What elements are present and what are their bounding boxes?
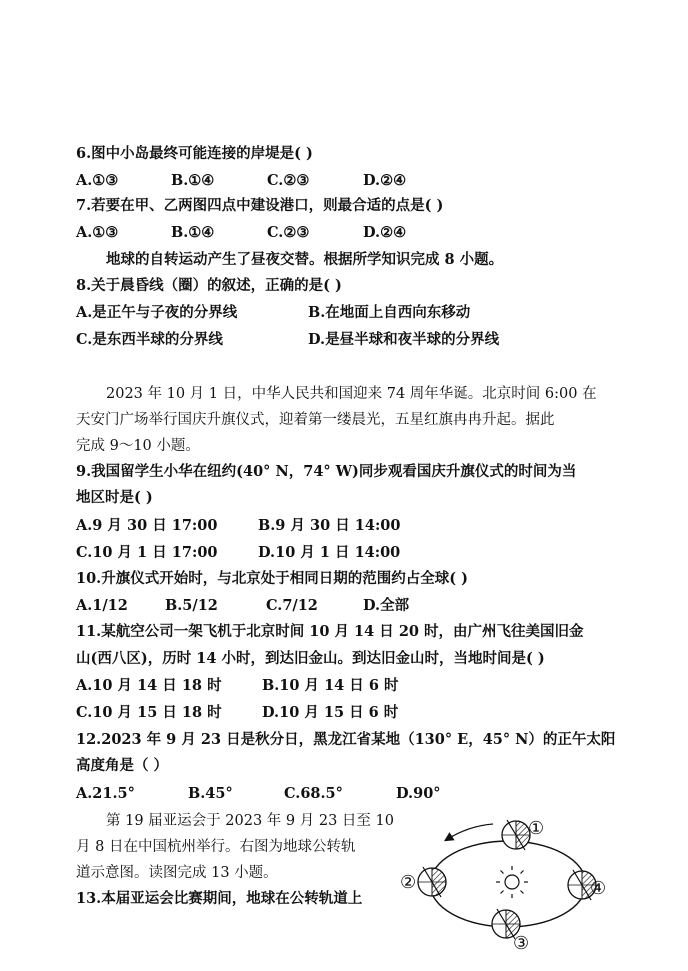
intro-9-line-1: 2023 年 10 月 1 日，中华人民共和国迎来 74 周年华诞。北京时间 6:00 在 xyxy=(106,386,597,402)
q8-option-a: A.是正午与子夜的分界线 xyxy=(76,304,238,321)
sun-icon xyxy=(496,866,528,898)
q10-option-b: B.5/12 xyxy=(165,597,218,614)
orbit-direction-arrow xyxy=(446,824,493,840)
earth-position-1 xyxy=(502,820,530,850)
intro-13-line-3: 道示意图。读图完成 13 小题。 xyxy=(76,865,278,881)
q11-option-d: D.10 月 15 日 6 时 xyxy=(262,704,399,721)
q9-option-c: C.10 月 1 日 17:00 xyxy=(76,544,218,561)
label-4: ④ xyxy=(590,878,607,899)
q11-option-a: A.10 月 14 日 18 时 xyxy=(76,677,222,694)
q11-stem-line-1: 11.某航空公司一架飞机于北京时间 10 月 14 日 20 时，由广州飞往美国旧金 xyxy=(76,623,584,640)
q12-option-a: A.21.5° xyxy=(76,785,135,802)
q10-option-a: A.1/12 xyxy=(76,597,128,614)
q8-option-d: D.是昼半球和夜半球的分界线 xyxy=(308,331,500,348)
q6-stem: 6.图中小岛最终可能连接的岸堤是( ) xyxy=(76,145,313,162)
q13-stem: 13.本届亚运会比赛期间，地球在公转轨道上 xyxy=(76,890,363,907)
q6-option-d: D.②④ xyxy=(363,172,407,189)
q9-stem-line-2: 地区时是( ) xyxy=(76,489,153,506)
label-1: ① xyxy=(528,818,545,839)
earth-orbit-diagram xyxy=(398,808,610,954)
q12-stem-line-1: 12.2023 年 9 月 23 日是秋分日，黑龙江省某地（130° E，45° N）的正午太阳 xyxy=(76,731,616,748)
q8-option-b: B.在地面上自西向东移动 xyxy=(308,304,471,321)
q12-stem-line-2: 高度角是（ ） xyxy=(76,757,169,774)
q11-option-b: B.10 月 14 日 6 时 xyxy=(262,677,399,694)
q12-option-d: D.90° xyxy=(396,785,441,802)
q8-stem: 8.关于晨昏线（圈）的叙述，正确的是( ) xyxy=(76,277,342,294)
q9-option-b: B.9 月 30 日 14:00 xyxy=(258,517,401,534)
q11-option-c: C.10 月 15 日 18 时 xyxy=(76,704,222,721)
q7-option-d: D.②④ xyxy=(363,224,407,241)
q7-option-a: A.①③ xyxy=(76,224,119,241)
intro-8: 地球的自转运动产生了昼夜交替。根据所学知识完成 8 小题。 xyxy=(106,251,504,268)
q12-option-b: B.45° xyxy=(188,785,233,802)
earth-position-2 xyxy=(418,867,446,897)
q10-option-c: C.7/12 xyxy=(266,597,318,614)
q8-option-c: C.是东西半球的分界线 xyxy=(76,331,223,348)
intro-9-line-3: 完成 9～10 小题。 xyxy=(76,438,200,454)
q6-option-c: C.②③ xyxy=(267,172,310,189)
q12-option-c: C.68.5° xyxy=(284,785,343,802)
q10-option-d: D.全部 xyxy=(363,597,410,614)
q10-stem: 10.升旗仪式开始时，与北京处于相同日期的范围约占全球( ) xyxy=(76,570,468,587)
q6-option-a: A.①③ xyxy=(76,172,119,189)
intro-13-line-1: 第 19 届亚运会于 2023 年 9 月 23 日至 10 xyxy=(106,813,394,829)
q7-option-b: B.①④ xyxy=(171,224,215,241)
q9-option-a: A.9 月 30 日 17:00 xyxy=(76,517,218,534)
q9-stem-line-1: 9.我国留学生小华在纽约(40° N，74° W)同步观看国庆升旗仪式的时间为当 xyxy=(76,463,577,480)
intro-9-line-2: 天安门广场举行国庆升旗仪式，迎着第一缕晨光，五星红旗冉冉升起。据此 xyxy=(76,412,555,428)
q11-stem-line-2: 山(西八区)，历时 14 小时，到达旧金山。到达旧金山时，当地时间是( ) xyxy=(76,650,545,667)
q7-option-c: C.②③ xyxy=(267,224,310,241)
q7-stem: 7.若要在甲、乙两图四点中建设港口，则最合适的点是( ) xyxy=(76,197,444,214)
q9-option-d: D.10 月 1 日 14:00 xyxy=(258,544,401,561)
label-3: ③ xyxy=(513,933,530,954)
q6-option-b: B.①④ xyxy=(171,172,215,189)
intro-13-line-2: 月 8 日在中国杭州举行。右图为地球公转轨 xyxy=(76,839,356,855)
label-2: ② xyxy=(400,872,417,893)
